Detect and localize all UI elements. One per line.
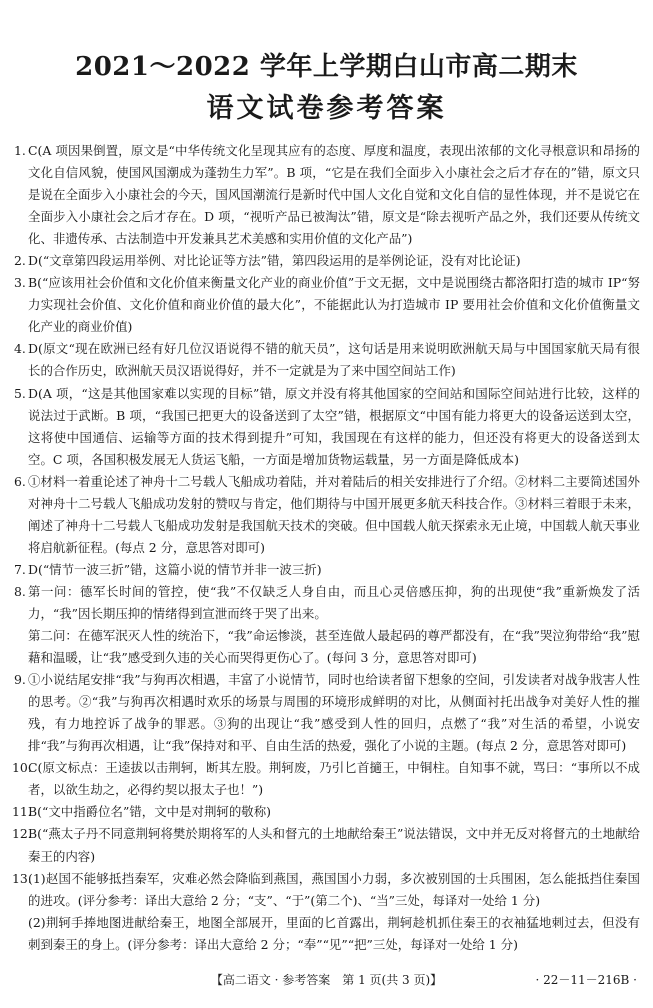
answer-text: B(“文中指爵位名”错，文中是对荆轲的敬称) <box>28 804 272 820</box>
answer-item <box>14 669 640 757</box>
answer-text: D(“情节一波三折”错，这篇小说的情节并非一波三折) <box>28 561 322 577</box>
answer-number: 6. <box>14 473 26 489</box>
answer-text: (2)荆轲手捧地图进献给秦王，地图全部展开，里面的匕首露出，荆轲趁机抓住秦王的衣袖猛地刺过去，但没有刺到秦王的身上。(评分参考：译出大意给 2 分；“奉”“见”“把”三处，每译对一处给 1 分) <box>28 914 640 952</box>
answer-item <box>14 383 640 471</box>
answer-number: 8. <box>14 583 26 599</box>
answer-number: 5. <box>14 385 26 401</box>
answer-item <box>14 581 640 669</box>
page-footer <box>0 968 653 992</box>
answer-number: 11. <box>12 804 32 820</box>
answer-text: D(A 项，“这是其他国家难以实现的目标”错，原文并没有将其他国家的空间站和国际空间站进行比较，这样的说法过于武断。B 项，“我国已把更大的设备送到了太空”错，根据原文“中国有能力将更大的设备运送到太空，这将使中国通信、运输等方面的技术得到提升”可知，我国现在有这样的能力，但还没有将更大的设备送到太空。C 项，各国积极发展无人货运飞船，一方面是增加货物运载量，另一方面是降低成本) <box>28 385 640 467</box>
answer-text: C(原文标点：王逵拔以击荆轲，断其左股。荆轲废，乃引匕首擿王，中铜柱。自知事不就，骂曰：“事所以不成者，以欲生劫之，必得约契以报太子也！”) <box>28 760 640 798</box>
answer-item <box>14 757 640 801</box>
footer-code: · 22－11－216B · <box>535 973 637 987</box>
answer-text: D(“文章第四段运用举例、对比论证等方法”错，第四段运用的是举例论证，没有对比论证) <box>28 253 521 269</box>
answer-text: (1)赵国不能够抵挡秦军，灾难必然会降临到燕国，燕国国小力弱，多次被别国的士兵围困，怎么能抵挡住秦国的进攻。(评分参考：译出大意给 2 分；“支”、“于”(第二个)、“当”三处，每译对一处给 1 分) <box>28 870 640 908</box>
answer-text: ①材料一着重论述了神舟十二号载人飞船成功着陆，并对着陆后的相关安排进行了介绍。②材料二主要简述国外对神舟十二号载人飞船成功发射的赞叹与肯定，他们期待与中国开展更多航天科技合作。③材料三着眼于未来，阐述了神舟十二号载人飞船成功发射是我国航天技术的突破。但中国载人航天探索永无止境，中国载人航天事业将启航新征程。(每点 2 分，意思答对即可) <box>28 473 640 555</box>
answer-number: 9. <box>14 672 26 688</box>
answer-item <box>14 868 640 956</box>
answer-item <box>14 250 640 272</box>
answer-text: D(原文“现在欧洲已经有好几位汉语说得不错的航天员”，这句话是用来说明欧洲航天局与中国国家航天局有很长的合作历史，欧洲航天员汉语说得好，并不一定就是为了来中国空间站工作) <box>28 341 640 379</box>
answer-item <box>14 471 640 559</box>
answer-text: B(“应该用社会价值和文化价值来衡量文化产业的商业价值”于文无据，文中是说围绕古都洛阳打造的城市 IP“努力实现社会价值、文化价值和商业价值的最大化”，不能据此认为打造城市 IP 要用社会价值和文化价值衡量文化产业的商业价值) <box>28 275 640 335</box>
answer-key-title: 语文试卷参考答案 <box>206 93 447 124</box>
answer-number: 7. <box>14 561 26 577</box>
answer-number: 13. <box>12 870 32 886</box>
answer-item <box>14 559 640 581</box>
footer-page-info: 【高二语文 · 参考答案 第 1 页(共 3 页)】 <box>210 973 443 987</box>
answer-text: B(“燕太子丹不同意荆轲将樊於期将军的人头和督亢的土地献给秦王”说法错误，文中并无反对将督亢的土地献给秦王的内容) <box>28 826 640 864</box>
answer-item <box>14 801 640 823</box>
answer-item <box>14 140 640 250</box>
answer-text: ①小说结尾安排“我”与狗再次相遇，丰富了小说情节，同时也给读者留下想象的空间，引发读者对战争戕害人性的思考。②“我”与狗再次相遇时欢乐的场景与周围的环境形成鲜明的对比，从侧面衬托出战争对美好人性的摧残，有力地控诉了战争的罪恶。③狗的出现让“我”感受到人性的回归，点燃了“我”对生活的希望，小说安排“我”与狗再次相遇，让“我”保持对和平、自由生活的热爱，强化了小说的主题。(每点 2 分，意思答对即可) <box>28 672 640 754</box>
answer-list <box>14 140 640 956</box>
answer-text: 第二问：在德军泯灭人性的统治下，“我”命运惨淡，甚至连做人最起码的尊严都没有，在“我”哭泣狗带给“我”慰藉和温暖，让“我”感受到久违的关心而哭得更伤心了。(每问 3 分，意思答对即可) <box>28 628 640 666</box>
answer-item <box>14 272 640 338</box>
answer-item <box>14 338 640 382</box>
answer-number: 12. <box>12 826 32 842</box>
answer-text: C(A 项因果倒置，原文是“中华传统文化呈现其应有的态度、厚度和温度，表现出浓郁的文化寻根意识和昂扬的文化自信风貌，使国风国潮成为蓬勃生力军”。B 项，“它是在我们全面步入小康社会之后才存在的”错，原文只是说在全面步入小康社会的今天，国风国潮流行是新时代中国人文化自觉和文化自信的显性体现，并不是说它在全面步入小康社会之后才存在。D 项，“视听产品已被淘汰”错，原文是“除去视听产品之外，我们还要从传统文化、非遗传承、古法制造中开发兼具艺术美感和实用价值的文化产品”) <box>28 143 640 247</box>
answer-number: 3. <box>14 275 26 291</box>
answer-item <box>14 823 640 867</box>
exam-title: 2021～2022 学年上学期白山市高二期末 <box>75 52 578 82</box>
answer-text: 第一问：德军长时间的管控，使“我”不仅缺乏人身自由，而且心灵倍感压抑，狗的出现使“我”重新焕发了活力，“我”因长期压抑的情绪得到宣泄而终于哭了出来。 <box>28 583 640 621</box>
answer-number: 4. <box>14 341 26 357</box>
answer-number: 2. <box>14 253 26 269</box>
answer-number: 10. <box>12 760 32 776</box>
answer-number: 1. <box>14 143 26 158</box>
